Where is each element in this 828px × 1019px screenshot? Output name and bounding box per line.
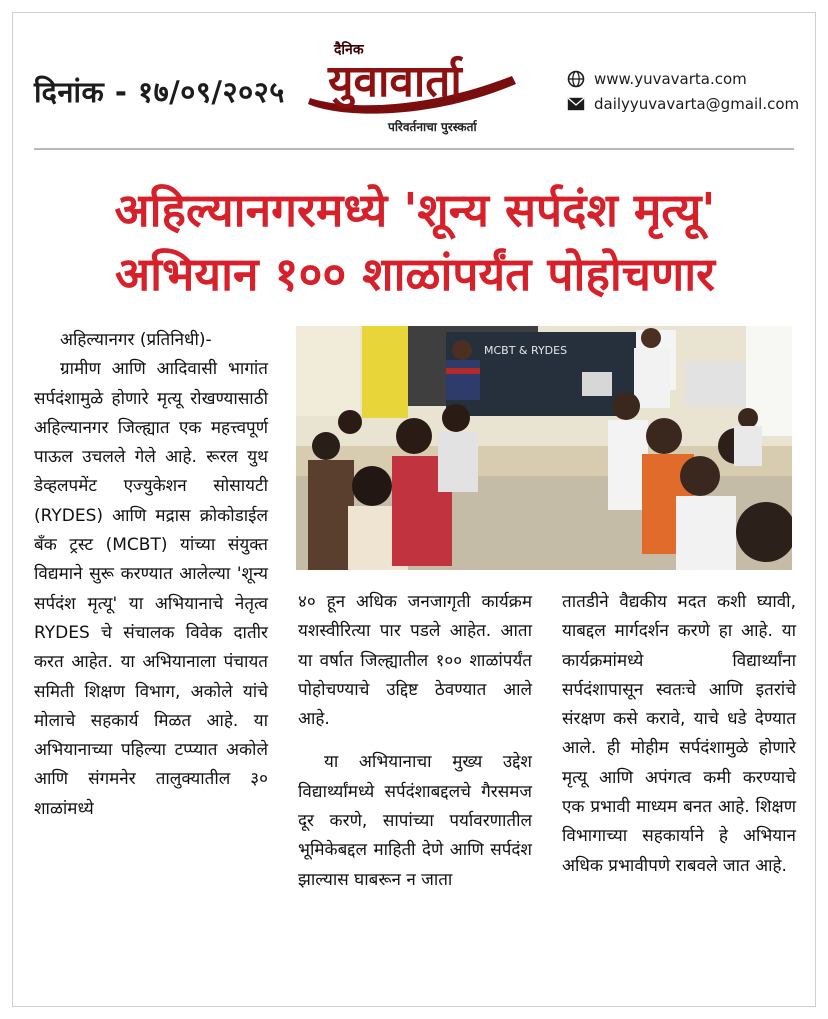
mail-icon (566, 94, 586, 114)
logo-name: युवावार्ता (328, 56, 462, 107)
email-link[interactable]: dailyyuvavarta@gmail.com (594, 94, 800, 113)
website-link[interactable]: www.yuvavarta.com (594, 69, 747, 88)
article-paragraph: ग्रामीण आणि आदिवासी भागांत सर्पदंशामुळे होणारे मृत्यू रोखण्यासाठी अहिल्यानगर जिल्ह्यात एक महत्त्वपूर्ण पाऊल उचलले गेले आहे. रूरल युथ डेव्हलपमेंट एज्युकेशन सोसायटी (RYDES) आणि मद्रास क्रोकोडाईल बँक ट्रस्ट (MCBT) यांच्या संयुक्त विद्यमाने सुरू करण्यात आलेल्या 'शून्य सर्पदंश मृत्यू' या अभियानाचे नेतृत्व RYDES चे संचालक विवेक दातीर करत आहेत. या अभियानाला पंचायत समिती शिक्षण विभाग, अकोले यांचे मोलाचे सहकार्य मिळत आहे. या अभियानाच्या पहिल्या टप्प्यात अकोले आणि संगमनेर तालुक्यातील ३० शाळांमध्ये (34, 359, 268, 819)
article-paragraph: या अभियानाचा मुख्य उद्देश विद्यार्थ्यांमध्ये सर्पदंशाबद्दलचे गैरसमज दूर करणे, सापांच्या पर्यावरणातील भूमिकेबद्दल माहिती देणे आणि सर्पदंश झाल्यास घाबरून न जाता (298, 752, 532, 890)
article-paragraph: ४० हून अधिक जनजागृती कार्यक्रम यशस्वीरित्या पार पडले आहेत. आता या वर्षात जिल्ह्यातील १०० शाळांपर्यंत पोहोचण्याचे उद्दिष्ट ठेवण्यात आले आहे. (298, 592, 532, 730)
article-column-1 (34, 326, 268, 824)
article-photo (296, 326, 792, 570)
issue-date: दिनांक - १७/०९/२०२५ (34, 75, 285, 109)
globe-icon (566, 69, 586, 89)
logo-tagline: परिवर्तनाचा पुरस्कर्ता (388, 120, 477, 134)
classroom-photo-illustration (296, 326, 792, 570)
email-row (566, 91, 806, 116)
logo-prefix: दैनिक (334, 42, 364, 58)
headline (30, 178, 800, 306)
contact-block (566, 66, 806, 116)
headline-line-2: अभियान १०० शाळांपर्यंत पोहोचणार (115, 247, 715, 301)
masthead-divider (34, 148, 794, 150)
article-column-3 (562, 588, 796, 881)
newspaper-logo (298, 40, 530, 140)
masthead (0, 0, 828, 150)
website-row (566, 66, 806, 91)
dateline: अहिल्यानगर (प्रतिनिधी)- (60, 330, 212, 350)
logo-wordmark (306, 46, 520, 116)
article-paragraph: तातडीने वैद्यकीय मदत कशी घ्यावी, याबद्दल मार्गदर्शन करणे हा आहे. या कार्यक्रमांमध्ये विद्यार्थ्यांना सर्पदंशापासून स्वतःचे आणि इतरांचे संरक्षण कसे करावे, याचे धडे देण्यात आले. ही मोहीम सर्पदंशामुळे होणारे मृत्यू आणि अपंगत्व कमी करण्याचे एक प्रभावी माध्यम बनत आहे. शिक्षण विभागाच्या सहकार्याने हे अभियान अधिक प्रभावीपणे राबवले जात आहे. (562, 592, 796, 876)
screen-text: MCBT & RYDES (484, 344, 568, 357)
article-column-2 (298, 588, 532, 895)
headline-line-1: अहिल्यानगरमध्ये 'शून्य सर्पदंश मृत्यू' (114, 183, 716, 237)
